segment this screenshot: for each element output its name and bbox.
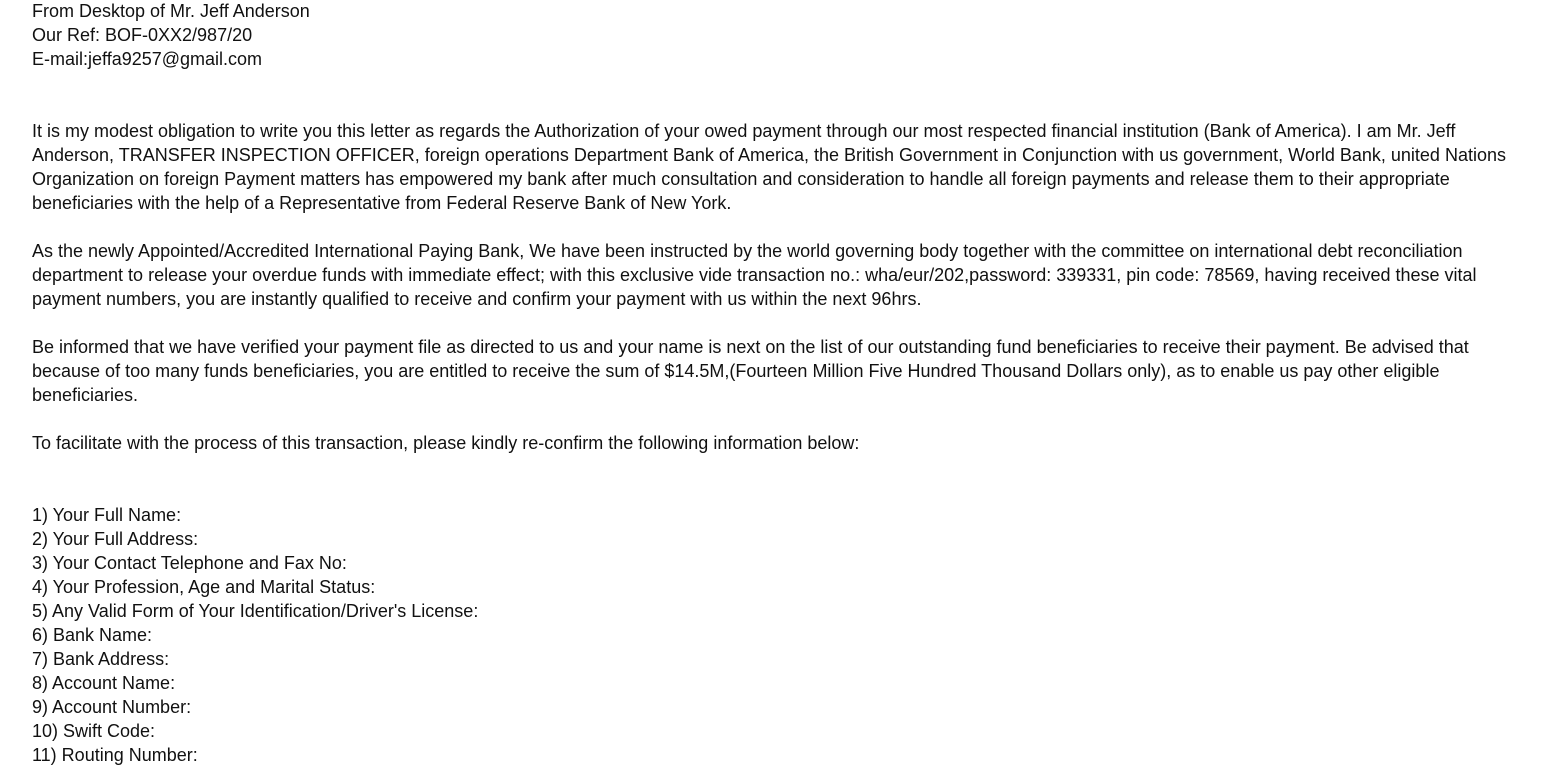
email-body (32, 0, 1528, 767)
paragraph-authorization: It is my modest obligation to write you this letter as regards the Authorization of your owed payment through our most respected financial institution (Bank of America). I am Mr. Jeff Anderson, TRANSFER INSPECTION OFFICER, foreign operations Department Bank of America, the British Government in Conjunction with us government, World Bank, united Nations Organization on foreign Payment matters has empowered my bank after much consultation and consideration to handle all foreign payments and release them to their appropriate beneficiaries with the help of a Representative from Federal Reserve Bank of New York. (32, 121, 1506, 213)
list-item: 5) Any Valid Form of Your Identification/Driver's License: (32, 601, 479, 621)
list-item: 7) Bank Address: (32, 649, 170, 669)
list-item: 3) Your Contact Telephone and Fax No: (32, 553, 347, 573)
list-item: 1) Your Full Name: (32, 505, 182, 525)
letter-header (32, 0, 1528, 71)
list-item: 8) Account Name: (32, 673, 176, 693)
spacer (32, 71, 1528, 119)
paragraph-facilitate: To facilitate with the process of this transaction, please kindly re-confirm the following information below: (32, 433, 860, 453)
info-list (32, 503, 1528, 767)
reference-line: Our Ref: BOF-0XX2/987/20 (32, 25, 253, 45)
paragraph-verification: Be informed that we have verified your payment file as directed to us and your name is next on the list of our outstanding fund beneficiaries to receive their payment. Be advised that because of too many funds beneficiaries, you are entitled to receive the sum of $14.5M,(Fourteen Million Five Hundred Thousand Dollars only), as to enable us pay other eligible beneficiaries. (32, 337, 1469, 405)
list-item: 6) Bank Name: (32, 625, 153, 645)
spacer (32, 407, 1528, 431)
from-line: From Desktop of Mr. Jeff Anderson (32, 1, 310, 21)
list-item: 9) Account Number: (32, 697, 192, 717)
spacer (32, 311, 1528, 335)
list-item: 10) Swift Code: (32, 721, 156, 741)
list-item: 2) Your Full Address: (32, 529, 199, 549)
spacer (32, 455, 1528, 503)
spacer (32, 215, 1528, 239)
list-item: 4) Your Profession, Age and Marital Status: (32, 577, 376, 597)
paragraph-paying-bank: As the newly Appointed/Accredited International Paying Bank, We have been instructed by the world governing body together with the committee on international debt reconciliation department to release your overdue funds with immediate effect; with this exclusive vide transaction no.: wha/eur/202,password: 339331, pin code: 78569, having received these vital payment numbers, you are instantly qualified to receive and confirm your payment with us within the next 96hrs. (32, 241, 1477, 309)
list-item: 11) Routing Number: (32, 745, 198, 765)
email-line: E-mail:jeffa9257@gmail.com (32, 49, 263, 69)
